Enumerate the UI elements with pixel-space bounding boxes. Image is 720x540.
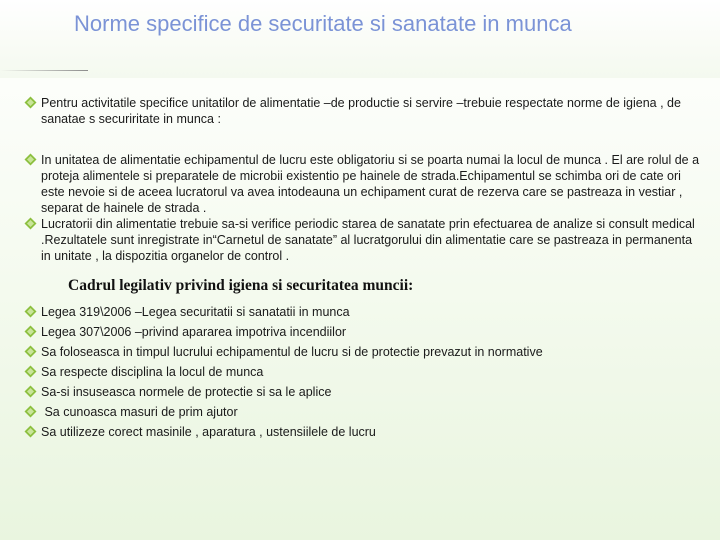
bullet-text: Pentru activitatile specifice unitatilor de alimentatie –de productie si servire –trebuie respectate norme de igiena , de sanatae s securiritate in munca : — [41, 96, 681, 126]
diamond-bullet-icon — [24, 217, 37, 230]
list-item — [24, 302, 704, 322]
list-item — [24, 422, 704, 442]
diamond-bullet-icon — [24, 405, 37, 418]
bullet-text: In unitatea de alimentatie echipamentul de lucru este obligatoriu si se poarta numai la locul de munca . El are rolul de a proteja alimentele si preparatele de microbii existentio pe hainele de strada.Echipamentul se schimba ori de cate ori este nevoie si de aceea lucratorul va avea intodeauna un echipament curat de rezerva care se pastreaza in vestiar , separat de hainele de strada . — [41, 153, 700, 215]
bullet-text: Sa foloseasca in timpul lucrului echipamentul de lucru si de protectie prevazut in normative — [41, 345, 543, 359]
intro-bullet-list — [24, 95, 704, 127]
legal-framework-heading: Cadrul legilativ privind igiena si securitatea muncii: — [68, 277, 414, 294]
diamond-bullet-icon — [24, 425, 37, 438]
list-item — [24, 402, 704, 422]
list-item — [24, 95, 704, 127]
bullet-text: Legea 319\2006 –Legea securitatii si sanatatii in munca — [41, 305, 350, 319]
diamond-bullet-icon — [24, 385, 37, 398]
diamond-bullet-icon — [24, 365, 37, 378]
diamond-bullet-icon — [24, 325, 37, 338]
title-divider — [0, 70, 88, 71]
bullet-text: Sa cunoasca masuri de prim ajutor — [41, 405, 238, 419]
list-item — [24, 216, 704, 264]
bullet-text: Sa-si insuseasca normele de protectie si sa le aplice — [41, 385, 332, 399]
bullet-text: Lucratorii din alimentatie trebuie sa-si verifice periodic starea de sanatate prin efectuarea de analize si consult medical .Rezultatele sunt inregistrate in“Carnetul de sanatate” al lucratgorului din alimentatie care se pastreaza in permanenta in unitate , la dispozitia organelor de control . — [41, 217, 695, 263]
list-item — [24, 342, 704, 362]
legal-bullet-list — [24, 302, 704, 442]
detail-bullet-list — [24, 152, 704, 264]
diamond-bullet-icon — [24, 153, 37, 166]
diamond-bullet-icon — [24, 305, 37, 318]
list-item — [24, 362, 704, 382]
list-item — [24, 382, 704, 402]
bullet-text: Legea 307\2006 –privind apararea impotriva incendiilor — [41, 325, 347, 339]
list-item — [24, 322, 704, 342]
diamond-bullet-icon — [24, 96, 37, 109]
bullet-text: Sa utilizeze corect masinile , aparatura , ustensiilele de lucru — [41, 425, 376, 439]
diamond-bullet-icon — [24, 345, 37, 358]
list-item — [24, 152, 704, 216]
bullet-text: Sa respecte disciplina la locul de munca — [41, 365, 264, 379]
slide-title: Norme specifice de securitate si sanatate in munca — [74, 11, 572, 36]
